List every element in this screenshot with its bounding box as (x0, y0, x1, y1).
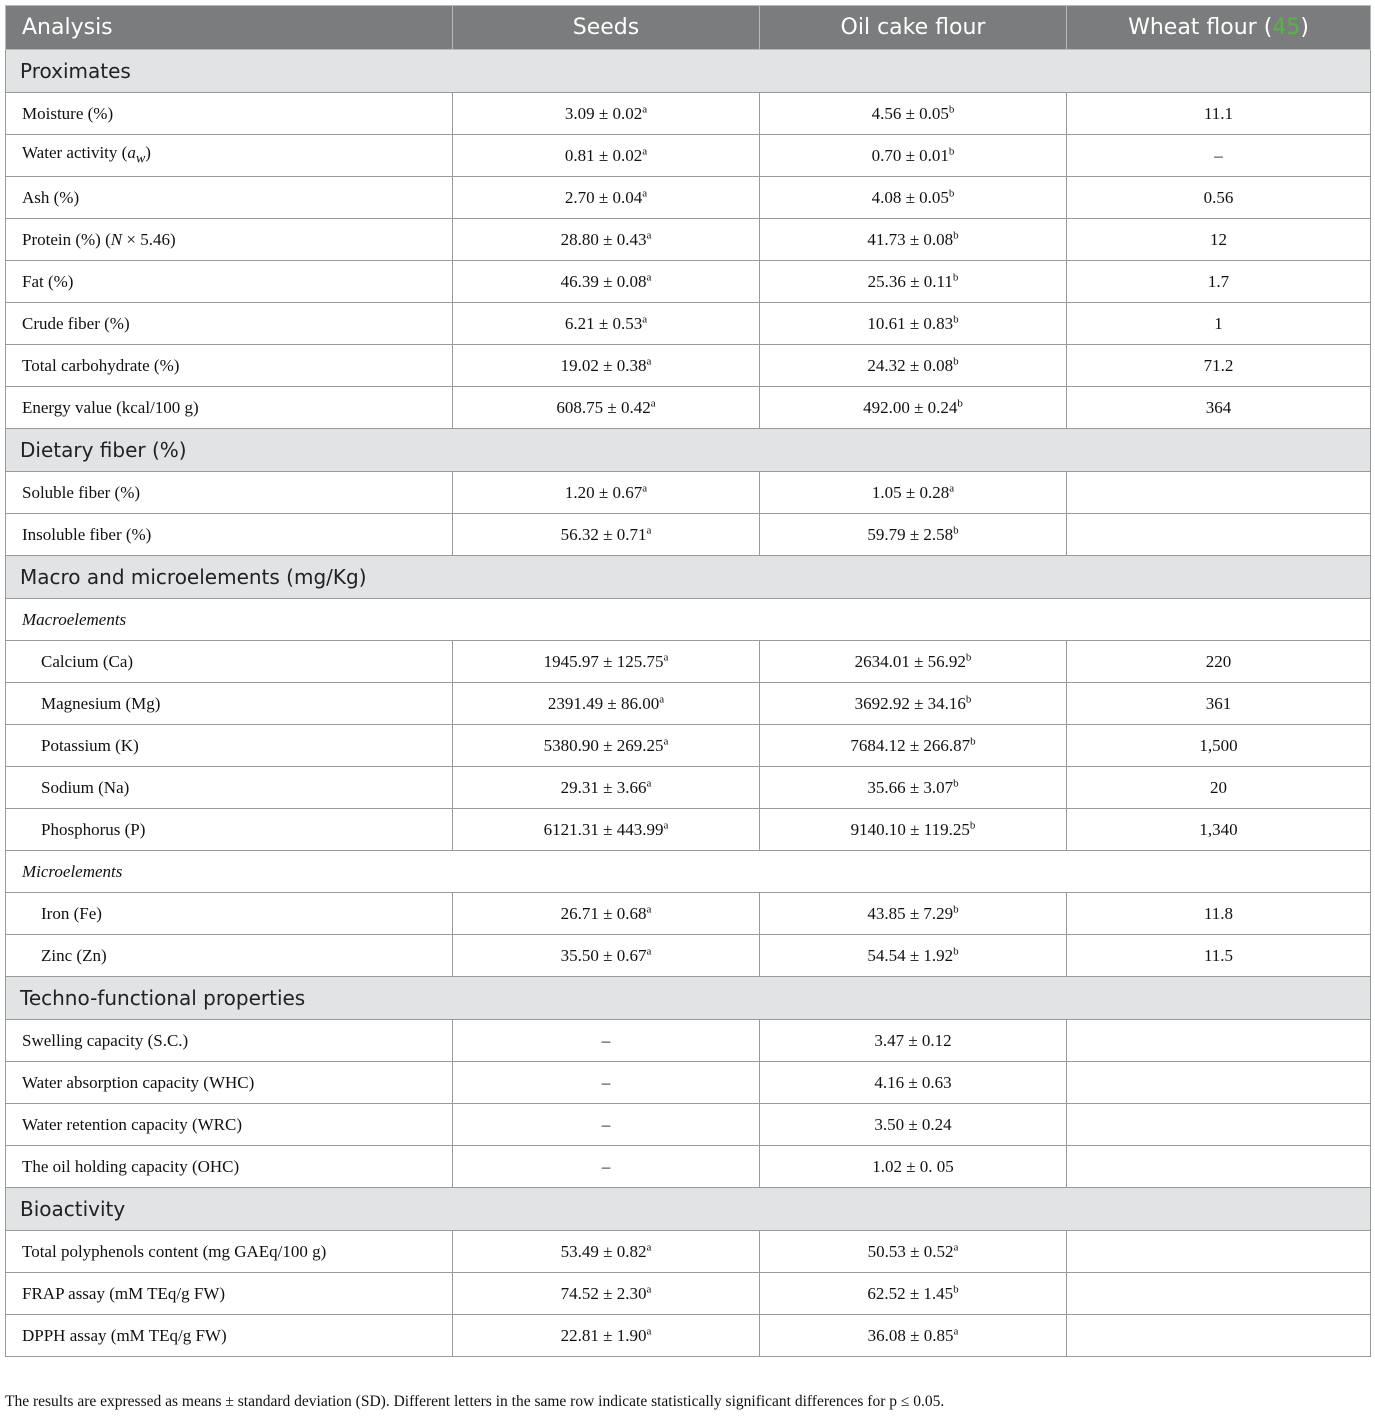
oil-cake-value (760, 261, 1067, 303)
oil-cake-value (760, 303, 1067, 345)
oil-cake-value-text: 35.66 ± 3.07 (867, 777, 954, 797)
seeds-value (453, 219, 760, 261)
significance-letter: a (953, 1240, 959, 1253)
oil-cake-value (760, 1062, 1067, 1104)
seeds-value-text: 2391.49 ± 86.00 (547, 693, 660, 713)
wheat-flour-value (1067, 641, 1371, 683)
oil-cake-value-text: 0.70 ± 0.01 (871, 145, 949, 165)
oil-cake-value (760, 893, 1067, 935)
section-title: Proximates (6, 50, 1371, 93)
wheat-flour-value (1067, 1020, 1371, 1062)
wheat-flour-value (1067, 935, 1371, 977)
oil-cake-value (760, 1104, 1067, 1146)
reference-link[interactable]: 45 (1272, 15, 1301, 40)
oil-cake-value (760, 1020, 1067, 1062)
wheat-flour-value-text: 11.5 (1203, 945, 1234, 965)
table-row (6, 725, 1371, 767)
table-row (6, 1146, 1371, 1188)
seeds-value (453, 387, 760, 429)
oil-cake-value-text: 492.00 ± 0.24 (863, 397, 958, 417)
oil-cake-value-text: 10.61 ± 0.83 (867, 313, 954, 333)
subheading-row (6, 599, 1371, 641)
label-text: Protein (%) ( (22, 229, 111, 249)
table-footnote: The results are expressed as means ± standard deviation (SD). Different letters in the same row indicate statistically significant differences for p ≤ 0.05. (5, 1393, 945, 1410)
significance-letter: a (646, 1282, 652, 1295)
wheat-flour-value (1067, 472, 1371, 514)
oil-cake-value-text: 62.52 ± 1.45 (867, 1283, 954, 1303)
wheat-flour-value (1067, 767, 1371, 809)
row-label: Water absorption capacity (WHC) (6, 1062, 453, 1104)
seeds-value-text: 19.02 ± 0.38 (560, 355, 647, 375)
oil-cake-value-text: 36.08 ± 0.85 (867, 1325, 954, 1345)
table-row (6, 345, 1371, 387)
wheat-flour-value (1067, 514, 1371, 556)
significance-letter: b (953, 776, 959, 789)
oil-cake-value (760, 1315, 1067, 1357)
significance-letter: b (953, 944, 959, 957)
oil-cake-value (760, 1231, 1067, 1273)
significance-letter: b (970, 734, 976, 747)
oil-cake-value (760, 935, 1067, 977)
oil-cake-value-text: 1.05 ± 0.28 (871, 482, 950, 502)
oil-cake-value (760, 641, 1067, 683)
seeds-value (453, 303, 760, 345)
wheat-flour-value-text: – (1214, 145, 1223, 165)
label-text-end: ) (145, 143, 151, 163)
row-label: Potassium (K) (6, 725, 453, 767)
wheat-flour-value-text: 361 (1205, 693, 1232, 713)
wheat-flour-value (1067, 1104, 1371, 1146)
table-body (6, 50, 1371, 1357)
header-analysis: Analysis (6, 6, 453, 50)
table-row (6, 135, 1371, 177)
row-label: Total carbohydrate (%) (6, 345, 453, 387)
subheading-row (6, 851, 1371, 893)
significance-letter: a (646, 902, 652, 915)
seeds-value-text: 29.31 ± 3.66 (560, 777, 647, 797)
significance-letter: a (646, 354, 652, 367)
seeds-value-text: – (601, 1156, 611, 1176)
oil-cake-value-text: 4.08 ± 0.05 (871, 187, 949, 207)
section-title: Dietary fiber (%) (6, 429, 1371, 472)
oil-cake-value (760, 725, 1067, 767)
significance-letter: b (953, 228, 959, 241)
seeds-value (453, 767, 760, 809)
significance-letter: b (969, 818, 976, 831)
significance-letter: a (953, 1324, 959, 1337)
row-label: FRAP assay (mM TEq/g FW) (6, 1273, 453, 1315)
row-label: Soluble fiber (%) (6, 472, 453, 514)
wheat-flour-value-text: 1.7 (1207, 271, 1230, 291)
seeds-value (453, 345, 760, 387)
seeds-value (453, 1062, 760, 1104)
seeds-value (453, 893, 760, 935)
table-row (6, 387, 1371, 429)
oil-cake-value (760, 514, 1067, 556)
table-row (6, 1062, 1371, 1104)
wheat-flour-value (1067, 135, 1371, 177)
seeds-value-text: 5380.90 ± 269.25 (543, 735, 664, 755)
seeds-value-text: 1945.97 ± 125.75 (543, 651, 664, 671)
row-label: Zinc (Zn) (6, 935, 453, 977)
table-row (6, 809, 1371, 851)
wheat-flour-value (1067, 303, 1371, 345)
seeds-value-text: 1.20 ± 0.67 (564, 482, 643, 502)
row-label: Energy value (kcal/100 g) (6, 387, 453, 429)
oil-cake-value-text: 4.56 ± 0.05 (871, 103, 949, 123)
section-title: Techno-functional properties (6, 977, 1371, 1020)
seeds-value (453, 641, 760, 683)
oil-cake-value-text: 43.85 ± 7.29 (867, 903, 954, 923)
seeds-value (453, 261, 760, 303)
significance-letter: a (663, 650, 669, 663)
oil-cake-value (760, 177, 1067, 219)
header-wheat-label: Wheat flour ( (1128, 15, 1273, 40)
section-header-row (6, 50, 1371, 93)
oil-cake-value (760, 93, 1067, 135)
wheat-flour-value-text: 11.8 (1203, 903, 1234, 923)
label-symbol: N (110, 229, 123, 249)
seeds-value-text: 2.70 ± 0.04 (564, 187, 643, 207)
significance-letter: a (646, 944, 652, 957)
table-row (6, 1231, 1371, 1273)
wheat-flour-value (1067, 809, 1371, 851)
table-row (6, 303, 1371, 345)
oil-cake-value-text: 3692.92 ± 34.16 (854, 693, 966, 713)
label-text: Water activity ( (22, 143, 128, 163)
significance-letter: a (642, 144, 648, 157)
wheat-flour-value (1067, 1062, 1371, 1104)
wheat-flour-value-text: 220 (1205, 651, 1232, 671)
significance-letter: a (646, 1324, 652, 1337)
oil-cake-value-text: 4.16 ± 0.63 (874, 1072, 952, 1092)
label-subscript: w (135, 150, 146, 167)
seeds-value (453, 472, 760, 514)
oil-cake-value (760, 387, 1067, 429)
seeds-value-text: 74.52 ± 2.30 (560, 1283, 647, 1303)
row-label: Water retention capacity (WRC) (6, 1104, 453, 1146)
row-label: Ash (%) (6, 177, 453, 219)
wheat-flour-value (1067, 177, 1371, 219)
oil-cake-value-text: 3.50 ± 0.24 (874, 1114, 952, 1134)
wheat-flour-value-text: 20 (1210, 777, 1227, 797)
significance-letter: b (948, 186, 955, 199)
seeds-value-text: 26.71 ± 0.68 (560, 903, 647, 923)
row-label: Crude fiber (%) (6, 303, 453, 345)
significance-letter: a (642, 481, 648, 494)
wheat-flour-value-text: 1 (1214, 313, 1223, 333)
oil-cake-value-text: 7684.12 ± 266.87 (850, 735, 971, 755)
row-label: DPPH assay (mM TEq/g FW) (6, 1315, 453, 1357)
wheat-flour-value-text: 364 (1205, 397, 1232, 417)
row-label: Phosphorus (P) (6, 809, 453, 851)
composition-table-container (5, 5, 1370, 1357)
seeds-value (453, 1273, 760, 1315)
table-row (6, 767, 1371, 809)
significance-letter: b (953, 1282, 959, 1295)
table-row (6, 472, 1371, 514)
row-label: Calcium (Ca) (6, 641, 453, 683)
seeds-value-text: 0.81 ± 0.02 (564, 145, 643, 165)
significance-letter: b (953, 312, 959, 325)
seeds-value-text: 56.32 ± 0.71 (560, 524, 647, 544)
seeds-value (453, 683, 760, 725)
seeds-value-text: 35.50 ± 0.67 (560, 945, 647, 965)
significance-letter: b (948, 102, 955, 115)
seeds-value (453, 935, 760, 977)
oil-cake-value (760, 219, 1067, 261)
significance-letter: a (646, 228, 652, 241)
row-label: Moisture (%) (6, 93, 453, 135)
oil-cake-value-text: 50.53 ± 0.52 (867, 1241, 954, 1261)
label-text-end: × 5.46) (122, 229, 176, 249)
wheat-flour-value-text: 11.1 (1203, 103, 1234, 123)
wheat-flour-value (1067, 1231, 1371, 1273)
header-wheat-close: ) (1300, 15, 1309, 40)
table-row (6, 641, 1371, 683)
label-symbol: a (127, 143, 136, 163)
section-title: Macro and microelements (mg/Kg) (6, 556, 1371, 599)
significance-letter: b (953, 902, 959, 915)
oil-cake-value (760, 683, 1067, 725)
wheat-flour-value (1067, 387, 1371, 429)
row-label: Total polyphenols content (mg GAEq/100 g) (6, 1231, 453, 1273)
significance-letter: b (948, 144, 955, 157)
wheat-flour-value (1067, 1146, 1371, 1188)
table-row (6, 93, 1371, 135)
wheat-flour-value-text: 0.56 (1203, 187, 1234, 207)
section-header-row (6, 1188, 1371, 1231)
wheat-flour-value-text: 1,340 (1199, 819, 1238, 839)
table-row (6, 177, 1371, 219)
seeds-value (453, 1231, 760, 1273)
row-label: Sodium (Na) (6, 767, 453, 809)
table-row (6, 1020, 1371, 1062)
wheat-flour-value (1067, 93, 1371, 135)
row-label (6, 135, 453, 177)
seeds-value (453, 1104, 760, 1146)
wheat-flour-value-text: 12 (1210, 229, 1227, 249)
wheat-flour-value-text: 71.2 (1203, 355, 1234, 375)
significance-letter: a (646, 776, 652, 789)
significance-letter: a (949, 481, 955, 494)
section-title: Bioactivity (6, 1188, 1371, 1231)
oil-cake-value-text: 25.36 ± 0.11 (867, 271, 953, 291)
oil-cake-value (760, 135, 1067, 177)
seeds-value-text: 22.81 ± 1.90 (560, 1325, 647, 1345)
oil-cake-value-text: 41.73 ± 0.08 (867, 229, 954, 249)
header-wheat-flour (1067, 6, 1371, 50)
seeds-value-text: 6.21 ± 0.53 (564, 313, 643, 333)
composition-table (5, 5, 1371, 1357)
significance-letter: a (646, 270, 652, 283)
subheading-label: Microelements (6, 851, 1371, 893)
significance-letter: a (659, 692, 665, 705)
wheat-flour-value (1067, 1315, 1371, 1357)
seeds-value (453, 135, 760, 177)
row-label: Swelling capacity (S.C.) (6, 1020, 453, 1062)
table-row (6, 935, 1371, 977)
significance-letter: b (953, 354, 959, 367)
table-row (6, 893, 1371, 935)
seeds-value (453, 93, 760, 135)
significance-letter: a (642, 312, 648, 325)
seeds-value-text: 53.49 ± 0.82 (560, 1241, 647, 1261)
table-row (6, 1315, 1371, 1357)
wheat-flour-value (1067, 725, 1371, 767)
seeds-value (453, 1020, 760, 1062)
significance-letter: a (642, 102, 648, 115)
wheat-flour-value (1067, 683, 1371, 725)
table-header-row (6, 6, 1371, 50)
seeds-value-text: 6121.31 ± 443.99 (543, 819, 664, 839)
seeds-value-text: 608.75 ± 0.42 (556, 397, 651, 417)
wheat-flour-value (1067, 893, 1371, 935)
oil-cake-value (760, 767, 1067, 809)
table-row (6, 261, 1371, 303)
oil-cake-value (760, 1146, 1067, 1188)
wheat-flour-value (1067, 345, 1371, 387)
table-row (6, 1273, 1371, 1315)
seeds-value (453, 177, 760, 219)
seeds-value-text: – (601, 1114, 611, 1134)
oil-cake-value-text: 59.79 ± 2.58 (867, 524, 954, 544)
seeds-value (453, 809, 760, 851)
seeds-value-text: 46.39 ± 0.08 (560, 271, 647, 291)
seeds-value-text: – (601, 1030, 611, 1050)
oil-cake-value-text: 24.32 ± 0.08 (867, 355, 954, 375)
row-label: Iron (Fe) (6, 893, 453, 935)
section-header-row (6, 556, 1371, 599)
header-seeds: Seeds (453, 6, 760, 50)
significance-letter: b (957, 396, 963, 409)
section-header-row (6, 977, 1371, 1020)
seeds-value (453, 1315, 760, 1357)
seeds-value (453, 1146, 760, 1188)
significance-letter: b (952, 270, 959, 283)
oil-cake-value-text: 2634.01 ± 56.92 (854, 651, 966, 671)
table-row (6, 683, 1371, 725)
wheat-flour-value-text: 1,500 (1199, 735, 1238, 755)
significance-letter: a (646, 523, 652, 536)
oil-cake-value-text: 54.54 ± 1.92 (867, 945, 954, 965)
row-label: Fat (%) (6, 261, 453, 303)
row-label (6, 219, 453, 261)
oil-cake-value (760, 345, 1067, 387)
significance-letter: b (965, 650, 972, 663)
oil-cake-value (760, 809, 1067, 851)
oil-cake-value-text: 9140.10 ± 119.25 (850, 819, 970, 839)
seeds-value-text: – (601, 1072, 611, 1092)
oil-cake-value (760, 1273, 1067, 1315)
wheat-flour-value (1067, 261, 1371, 303)
significance-letter: a (650, 396, 656, 409)
section-header-row (6, 429, 1371, 472)
row-label: Magnesium (Mg) (6, 683, 453, 725)
row-label: Insoluble fiber (%) (6, 514, 453, 556)
oil-cake-value-text: 1.02 ± 0. 05 (872, 1156, 954, 1176)
oil-cake-value-text: 3.47 ± 0.12 (874, 1030, 952, 1050)
wheat-flour-value (1067, 1273, 1371, 1315)
table-row (6, 1104, 1371, 1146)
significance-letter: a (642, 186, 648, 199)
table-row (6, 219, 1371, 261)
seeds-value (453, 514, 760, 556)
significance-letter: a (663, 734, 669, 747)
seeds-value-text: 3.09 ± 0.02 (564, 103, 643, 123)
header-oil-cake-flour: Oil cake flour (760, 6, 1067, 50)
subheading-label: Macroelements (6, 599, 1371, 641)
significance-letter: a (646, 1240, 652, 1253)
significance-letter: a (663, 818, 669, 831)
significance-letter: b (965, 692, 972, 705)
wheat-flour-value (1067, 219, 1371, 261)
row-label: The oil holding capacity (OHC) (6, 1146, 453, 1188)
significance-letter: b (953, 523, 959, 536)
seeds-value (453, 725, 760, 767)
table-row (6, 514, 1371, 556)
seeds-value-text: 28.80 ± 0.43 (560, 229, 647, 249)
oil-cake-value (760, 472, 1067, 514)
